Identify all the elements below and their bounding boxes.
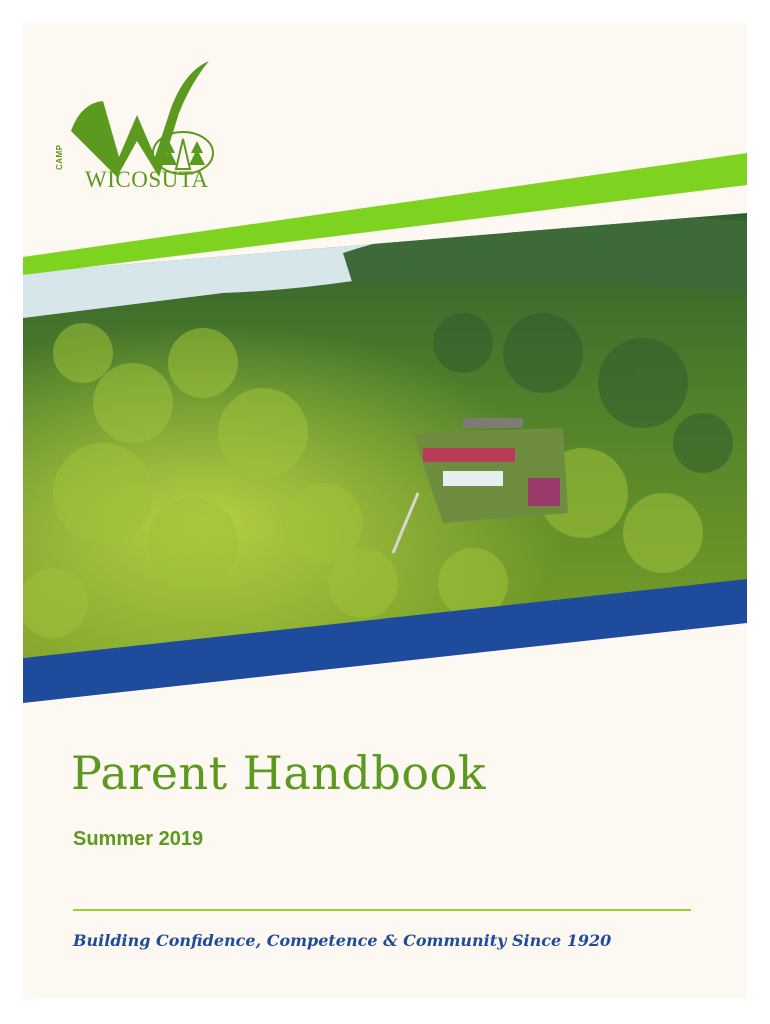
page-title: Parent Handbook: [71, 746, 487, 800]
camp-logo: [63, 53, 233, 223]
brand-camp-label: CAMP: [55, 144, 64, 170]
divider-rule: [73, 909, 691, 911]
pine-tree-icon-right: [189, 141, 205, 165]
brand-name: WICOSUTA: [85, 167, 209, 192]
tepee-icon: [176, 139, 190, 169]
subtitle: Summer 2019: [73, 828, 204, 850]
tagline: Building Confidence, Competence & Community Since 1920: [73, 931, 612, 950]
cover-page: [23, 23, 747, 999]
